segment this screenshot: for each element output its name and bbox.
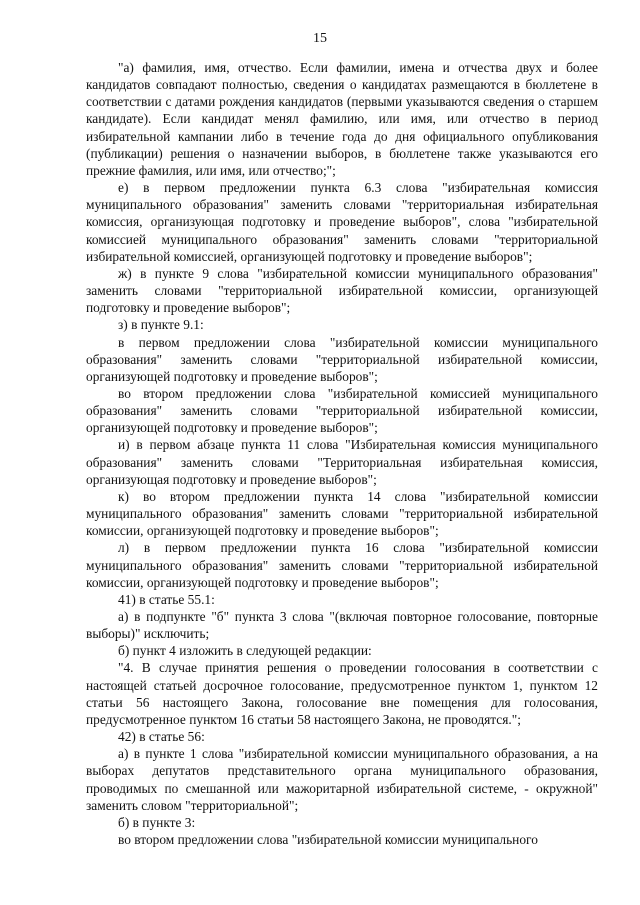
paragraph-item-a: "а) фамилия, имя, отчество. Если фамилии, имена и отчества двух и более кандидатов совпадают полностью, сведения о кандидатах размещаются в бюллетене в соответствии с датами рождения кандидатов (первыми указываются сведения о старшем кандидате). Если кандидат менял фамилию, или имя, или отчество в период избирательной кампании либо в течение года до дня официального опубликования (публикации) решения о назначении выборов, в бюллетене также указываются его прежние фамилия, или имя, или отчество;"; — [86, 60, 598, 178]
document-body — [86, 59, 598, 848]
paragraph-56-b-second: во втором предложении слова "избирательной комиссии муниципального — [118, 832, 538, 848]
paragraph-item-e: е) в первом предложении пункта 6.3 слова "избирательная комиссия муниципального образования" заменить словами "территориальная избирательная комиссия, организующая подготовку и проведение выборов", слова "избирательной комиссией муниципального образования" заменить словами "территориальной избирательной комиссией, организующей подготовку и проведение выборов"; — [86, 180, 598, 264]
paragraph-item-k: к) во втором предложении пункта 14 слова "избирательной комиссии муниципального образования" заменить словами "территориальной избирательной комиссии, организующей подготовку и проведение выборов"; — [86, 488, 598, 539]
paragraph-article-55-1: 41) в статье 55.1: — [118, 591, 215, 607]
paragraph-item-l: л) в первом предложении пункта 16 слова "избирательной комиссии муниципального образования" заменить словами "территориальной избирательной комиссии, организующей подготовку и проведение выборов"; — [86, 540, 598, 590]
paragraph-55-1-a: а) в подпункте "б" пункта 3 слова "(включая повторное голосование, повторные выборы)" исключить; — [86, 609, 598, 642]
paragraph-item-z: з) в пункте 9.1: — [118, 317, 204, 333]
page-number: 15 — [313, 31, 327, 46]
paragraph-56-b: б) в пункте 3: — [118, 814, 196, 830]
paragraph-item-z-first: в первом предложении слова "избирательной комиссии муниципального образования" заменить словами "территориальной избирательной комиссии, организующей подготовку и проведение выборов"; — [86, 334, 598, 384]
paragraph-item-z-second: во втором предложении слова "избирательной комиссией муниципального образования" заменить словами "территориальной избирательной комиссии, организующей подготовку и проведение выборов"; — [86, 385, 598, 436]
paragraph-55-1-b: б) пункт 4 изложить в следующей редакции: — [118, 643, 372, 659]
paragraph-item-i: и) в первом абзаце пункта 11 слова "Избирательная комиссия муниципального образования" заменить словами "Территориальная избирательная комиссия, организующая подготовку и проведение выборов"; — [86, 437, 598, 487]
paragraph-56-a: а) в пункте 1 слова "избирательной комиссии муниципального образования, а на выборах депутатов представительного органа муниципального образования, проводимых по смешанной или мажоритарной избирательной системе, - окружной" заменить словом "территориальной"; — [86, 746, 598, 813]
paragraph-item-zh: ж) в пункте 9 слова "избирательной комиссии муниципального образования" заменить словами "территориальной избирательной комиссии, организующей подготовку и проведение выборов"; — [86, 265, 598, 316]
paragraph-55-1-point-4: "4. В случае принятия решения о проведении голосования в соответствии с настоящей статьей досрочное голосование, предусмотренное пунктом 1, пунктом 12 статьи 56 настоящего Закона, голосование вне помещения для голосования, предусмотренное пунктом 16 статьи 58 настоящего Закона, не проводятся."; — [86, 660, 598, 727]
paragraph-article-56: 42) в статье 56: — [118, 729, 205, 745]
